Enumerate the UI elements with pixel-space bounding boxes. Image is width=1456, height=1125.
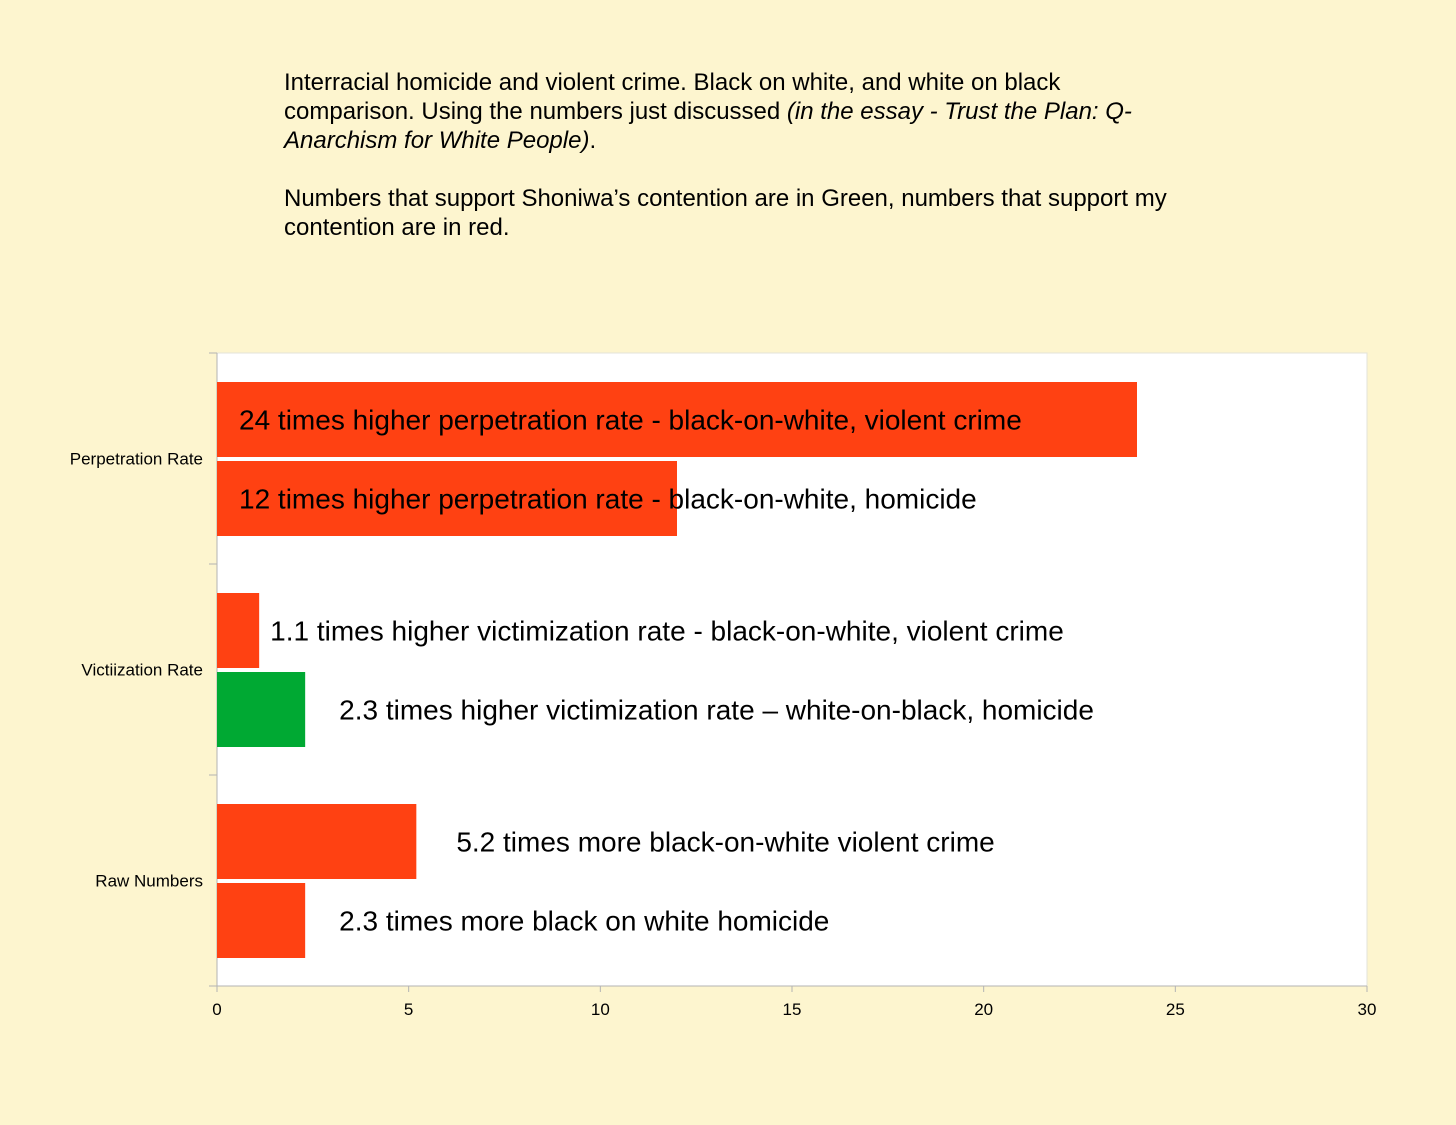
intro-paragraph-2: Numbers that support Shoniwa’s contention are in Green, numbers that support my contention are in red.	[284, 185, 1167, 241]
bar-data-label: 2.3 times more black on white homicide	[339, 905, 830, 937]
intro-period: .	[589, 127, 597, 154]
x-tick-label: 0	[212, 1000, 222, 1019]
x-tick-label: 15	[782, 1000, 802, 1019]
bar	[217, 593, 259, 668]
x-tick-label: 10	[590, 1000, 610, 1019]
bar-data-label: 1.1 times higher victimization rate - black-on-white, violent crime	[270, 615, 1064, 647]
bar-data-label: 5.2 times more black-on-white violent crime	[456, 826, 995, 858]
bar-data-label: 24 times higher perpetration rate - black-on-white, violent crime	[239, 404, 1022, 436]
bar	[217, 883, 305, 958]
chart-category-labels	[70, 450, 203, 891]
x-tick-label: 5	[403, 1000, 414, 1019]
x-tick-label: 25	[1165, 1000, 1185, 1019]
bar	[217, 804, 416, 879]
bar-data-label: 2.3 times higher victimization rate – white-on-black, homicide	[339, 694, 1094, 726]
chart-tick-labels	[212, 1000, 1376, 1019]
x-tick-label: 20	[974, 1000, 994, 1019]
category-label: Perpetration Rate	[69, 449, 203, 469]
x-tick-label: 30	[1357, 1000, 1377, 1019]
intro-essay-reference: (in the essay - Trust the Plan: Q-Anarchism for White People)	[284, 98, 1132, 154]
intro-text: Interracial homicide and violent crime. Black on white, and white on black comparison. Using the numbers just discussed	[284, 69, 1061, 125]
bar	[217, 672, 305, 747]
bar-data-label: 12 times higher perpetration rate - black-on-white, homicide	[239, 483, 977, 515]
category-label: Raw Numbers	[95, 871, 203, 891]
category-label: Victiization Rate	[81, 660, 203, 680]
